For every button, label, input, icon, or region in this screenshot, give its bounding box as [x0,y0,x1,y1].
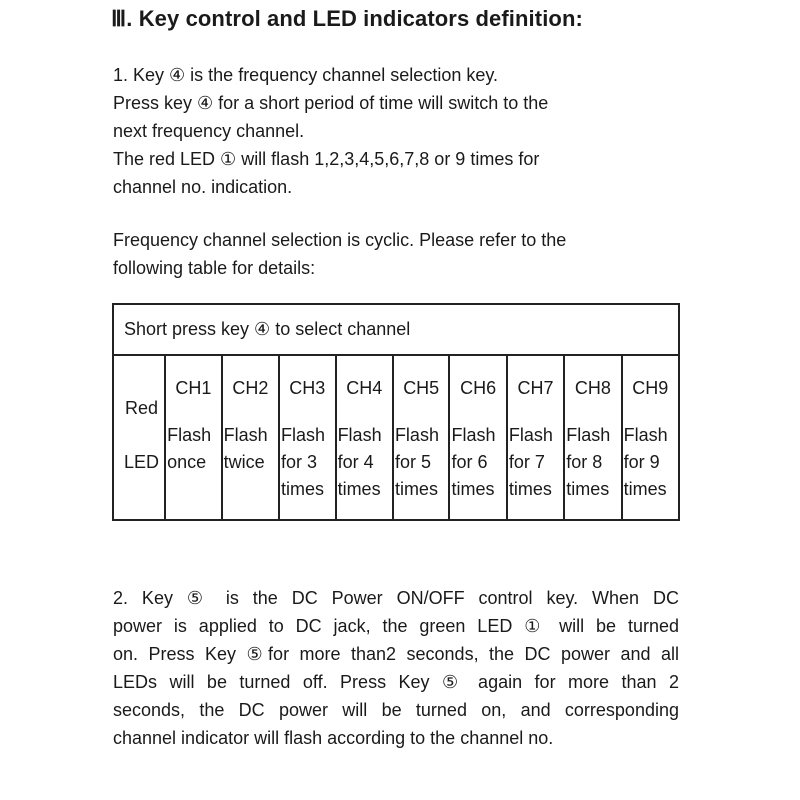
flash-count-line [224,476,278,503]
text-line: channel no. indication. [113,177,293,197]
channel-label: CH6 [460,378,497,398]
flash-count-line: times [451,479,495,499]
text-line: on. Press Key ⑤for more than2 seconds, the DC power and all [113,644,679,664]
channel-header-cell [622,355,679,423]
text-line: seconds, the DC power will be turned on, and corresponding [113,700,679,720]
channel-header-cell [449,355,506,423]
table-intro [113,226,566,282]
text-line: next frequency channel. [113,121,305,141]
flash-count-cell [622,423,679,520]
row-label-line: LED [124,452,160,472]
flash-count-cell [165,423,222,520]
text-line: following table for details: [113,258,316,278]
channel-header-cell [564,355,621,423]
channel-header-cell [279,355,336,423]
flash-count-line: Flash [337,425,382,445]
row-label-red-led [113,355,165,520]
text-line: The red LED ① will flash 1,2,3,4,5,6,7,8 or 9 times for [113,149,540,169]
flash-count-line: times [281,479,325,499]
text-line: LEDs will be turned off. Press Key ⑤ again for more than 2 [113,672,679,692]
channel-header-cell [507,355,564,423]
channel-header-cell [393,355,450,423]
flash-count-line: for 7 [508,452,545,472]
channel-header-row [113,355,679,423]
channel-label: CH8 [574,378,611,398]
flash-count-cell [507,423,564,520]
section-heading: Ⅲ. Key control and LED indicators definition: [111,6,583,31]
text-line: Press key ④ for a short period of time will switch to the [113,93,549,113]
flash-count-cell [564,423,621,520]
flash-count-line: Flash [508,425,553,445]
channel-header-cell [165,355,222,423]
text-line: 1. Key ④ is the frequency channel selection key. [113,65,499,85]
flash-count-line: for 5 [394,452,431,472]
channel-label: CH9 [632,378,669,398]
flash-count-cell [449,423,506,520]
flash-count-line: times [566,479,610,499]
flash-count-line: Flash [394,425,439,445]
flash-count-line: Flash [281,425,326,445]
flash-count-line: Flash [566,425,611,445]
flash-count-row [113,423,679,520]
flash-count-line: Flash [451,425,496,445]
channel-label: CH3 [289,378,326,398]
key4-description [113,61,548,201]
table-title: Short press key ④ to select channel [113,304,679,355]
channel-table [112,303,680,521]
text-line: 2. Key ⑤ is the DC Power ON/OFF control key. When DC [113,588,679,608]
channel-label: CH1 [175,378,212,398]
flash-count-line: Flash [223,425,268,445]
flash-count-line: Flash [167,425,212,445]
flash-count-line: for 3 [281,452,318,472]
text-line: power is applied to DC jack, the green LED ① will be turned [113,616,679,636]
key5-description [113,584,679,752]
flash-count-line: once [167,452,207,472]
channel-label: CH2 [232,378,269,398]
flash-count-line: Flash [623,425,668,445]
flash-count-line: for 8 [566,452,603,472]
channel-label: CH7 [517,378,554,398]
flash-count-line [167,476,221,503]
channel-header-cell [222,355,279,423]
text-line: channel indicator will flash according to the channel no. [113,728,554,748]
flash-count-line: times [394,479,438,499]
channel-label: CH5 [403,378,440,398]
flash-count-cell [393,423,450,520]
flash-count-line: for 9 [623,452,660,472]
flash-count-line: times [508,479,552,499]
flash-count-line: times [337,479,381,499]
flash-count-line: for 6 [451,452,488,472]
flash-count-line: times [623,479,667,499]
flash-count-cell [336,423,393,520]
channel-label: CH4 [346,378,383,398]
flash-count-cell [222,423,279,520]
flash-count-line: for 4 [337,452,374,472]
row-label-line: Red [125,398,159,418]
channel-header-cell [336,355,393,423]
flash-count-cell [279,423,336,520]
text-line: Frequency channel selection is cyclic. Please refer to the [113,230,567,250]
flash-count-line: twice [223,452,265,472]
